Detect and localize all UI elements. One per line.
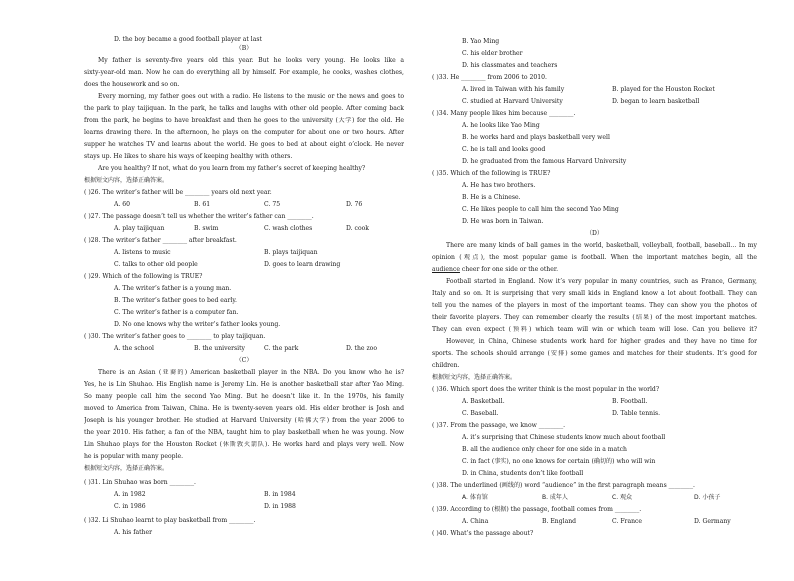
passage-d-line: opinion (观点), the most popular game is football. When the important matches begin, all the <box>432 254 757 261</box>
passage-b-line: learns drawing there. In the afternoon, he plays on the computer for about one or two hours. After <box>84 129 404 136</box>
q28-option-c: C. talks to other old people <box>114 261 198 268</box>
passage-b-line: does the housework and so on. <box>84 81 180 88</box>
q39-stem: ( )39. According to (根据) the passage, football comes from ________. <box>432 506 642 513</box>
q38-option-c: C. 观众 <box>612 494 633 501</box>
q26-option-a: A. 60 <box>114 201 131 208</box>
q29-option-a: A. The writer’s father is a young man. <box>114 285 232 292</box>
q33-option-b: B. played for the Houston Rocket <box>612 86 715 93</box>
q26-option-c: C. 75 <box>264 201 281 208</box>
q30-option-c: C. the park <box>264 345 299 352</box>
passage-c-line: There is an Asian (亚裔的) American basketball player in the NBA. Do you know who he is? <box>98 369 404 376</box>
q28-option-d: D. goes to learn drawing <box>264 261 341 268</box>
passage-d-line: tell you the names of the players in most of the important teams. They can show you the photos of <box>432 302 757 309</box>
q26-option-d: D. 76 <box>346 201 363 208</box>
passage-d-line: There are many kinds of ball games in the world, basketball, volleyball, football, baseball… In my <box>446 242 757 249</box>
passage-d-line: audience cheer for one side or the other. <box>432 266 559 273</box>
passage-c-line: moved to America from Taiwan, China. He is twenty-seven years old. His elder brother is Josh and <box>84 405 404 412</box>
q30-stem: ( )30. The writer’s father goes to ________ to play taijiquan. <box>84 333 266 340</box>
q27-option-a: A. play taijiquan <box>114 225 165 232</box>
q30-option-a: A. the school <box>114 345 154 352</box>
passage-c-line: the year 2010. His father, a fan of the NBA, taught him to play basketball when he was young. Now <box>84 429 404 436</box>
passage-c-line: Yes, he is Lin Shuhao. His English name is Jeremy Lin. He is another basketball star after Yao Ming. <box>84 381 404 388</box>
passage-d-line: However, in China, Chinese students work hard for higher grades and they have no time for <box>446 338 757 345</box>
q32-option-c: C. his elder brother <box>462 50 523 57</box>
passage-c-line: he is popular with many people. <box>84 453 184 460</box>
q29-stem: ( )29. Which of the following is TRUE? <box>84 273 203 280</box>
q31-stem: ( )31. Lin Shuhao was born ________. <box>84 479 196 486</box>
q34-stem: ( )34. Many people likes him because ________. <box>432 110 576 117</box>
q37-option-b: B. all the audience only cheer for one side in a match <box>462 446 627 453</box>
q31-option-b: B. in 1984 <box>264 491 296 498</box>
q33-option-d: D. began to learn basketball <box>612 98 700 105</box>
passage-d-label: （D） <box>585 230 604 237</box>
q27-option-b: B. swim <box>194 225 219 232</box>
q37-stem: ( )37. From the passage, we know ________. <box>432 422 566 429</box>
passage-d-line: their favorite players. They can remember clearly the results (结果) of the most important matches. <box>432 314 757 321</box>
passage-b-line: sixty-year-old man. Now he can do everything all by himself. For example, he cooks, washes clothes, <box>84 69 404 76</box>
q32-option-b: B. Yao Ming <box>462 38 500 45</box>
passage-d-line: They can even expect (预料) which team will win or which team will lose. Can you believe it? <box>432 326 757 333</box>
q29-option-b: B. The writer’s father goes to bed early. <box>114 297 237 304</box>
q34-option-d: D. he graduated from the famous Harvard University <box>462 158 627 165</box>
passage-c-line: So many people call him the second Yao Ming. But he doesn’t like it. In the 1970s, his family <box>84 393 404 400</box>
passage-d-line: Italy and so on. It is surprising that very small kids in England know a lot about football. They can <box>432 290 757 297</box>
q39-option-c: C. France <box>612 518 643 525</box>
q36-option-c: C. Baseball. <box>462 410 499 417</box>
q36-option-d: D. Table tennis. <box>612 410 661 417</box>
passage-b-line: My father is seventy-five years old this year. But he looks very young. He looks like a <box>98 57 404 64</box>
q35-option-b: B. He is a Chinese. <box>462 194 521 201</box>
passage-c-line: Lin Shuhao plays for the Houston Rocket (休斯敦火箭队). He works hard and plays very well. Now <box>84 441 404 448</box>
passage-b-line: Every morning, my father goes out with a radio. He listens to the music or the news and goes to <box>98 93 404 100</box>
q32-option-d: D. his classmates and teachers <box>462 62 558 69</box>
q34-option-a: A. he looks like Yao Ming <box>462 122 540 129</box>
q37-option-a: A. it’s surprising that Chinese students know much about football <box>462 434 666 441</box>
passage-c-line: Joseph is his younger brother. He studied at Harvard University (哈佛大学) from the year 2006 to <box>84 417 404 424</box>
q36-option-a: A. Basketball. <box>462 398 505 405</box>
passage-d-line: sports. The schools should arrange (安排) some games and matches for their students. It’s good for <box>432 350 757 357</box>
q26-option-b: B. 61 <box>194 201 211 208</box>
q26-stem: ( )26. The writer’s father will be ________ years old next year. <box>84 189 272 196</box>
passage-d-line: Football started in England. Now it’s very popular in many countries, such as France, Germany, <box>446 278 757 285</box>
passage-b-line: from the park, he begins to have breakfast and then he goes to the university (大学) for the old. He <box>84 117 404 124</box>
q32-option-a: A. his father <box>114 529 152 536</box>
q39-option-a: A. China <box>462 518 489 525</box>
passage-b-line: supper he watches TV and learns about the world. He goes to bed at about eight o’clock. He never <box>84 141 404 148</box>
q35-option-a: A. He has two brothers. <box>462 182 536 189</box>
q30-option-d: D. the zoo <box>346 345 378 352</box>
passage-d-line: children. <box>432 362 460 369</box>
instruction-b: 根据短文内容，选择正确答案。 <box>84 177 169 184</box>
q39-option-b: B. England <box>542 518 577 525</box>
underlined-word-audience: audience <box>432 266 460 273</box>
q32-stem: ( )32. Li Shuhao learnt to play basketball from ________. <box>84 517 256 524</box>
q40-stem: ( )40. What’s the passage about? <box>432 530 534 537</box>
q28-option-b: B. plays taijiquan <box>264 249 318 256</box>
q29-option-c: C. The writer’s father is a computer fan. <box>114 309 239 316</box>
q27-option-c: C. wash clothes <box>264 225 313 232</box>
q39-option-d: D. Germany <box>694 518 731 525</box>
q29-option-d: D. No one knows why the writer’s father looks young. <box>114 321 281 328</box>
passage-b-line: the park to play taijiquan. In the park, he talks and laughs with other old people. After coming back <box>84 105 404 112</box>
q34-option-b: B. he works hard and plays basketball very well <box>462 134 610 141</box>
q38-option-b: B. 成年人 <box>542 494 568 501</box>
q33-option-a: A. lived in Taiwan with his family <box>462 86 565 93</box>
q38-stem: ( )38. The underlined (画线的) word “audience” in the first paragraph means ________. <box>432 482 695 489</box>
q30-option-b: B. the university <box>194 345 245 352</box>
q33-option-c: C. studied at Harvard University <box>462 98 563 105</box>
q36-stem: ( )36. Which sport does the writer think is the most popular in the world? <box>432 386 660 393</box>
passage-b-line: Are you healthy? If not, what do you learn from my father’s secret of keeping healthy? <box>98 165 366 172</box>
q27-stem: ( )27. The passage doesn’t tell us whether the writer’s father can ________. <box>84 213 314 220</box>
instruction-d: 根据短文内容，选择正确答案。 <box>432 374 517 381</box>
q31-option-d: D. in 1988 <box>264 503 296 510</box>
q37-option-d: D. in China, students don’t like football <box>462 470 584 477</box>
q37-option-c: C. in fact (事实), no one knows for certain (确切的) who will win <box>462 458 656 465</box>
q35-stem: ( )35. Which of the following is TRUE? <box>432 170 551 177</box>
q35-option-d: D. He was born in Taiwan. <box>462 218 544 225</box>
passage-c-label: （C） <box>235 357 253 364</box>
instruction-c: 根据短文内容，选择正确答案。 <box>84 465 169 472</box>
q38-option-d: D. 小孩子 <box>694 494 721 501</box>
q34-option-c: C. he is tall and looks good <box>462 146 546 153</box>
q31-option-c: C. in 1986 <box>114 503 146 510</box>
q25-option-d: D. the boy became a good football player at last <box>114 36 262 43</box>
q28-option-a: A. listens to music <box>114 249 171 256</box>
passage-b-label: （B） <box>235 45 253 52</box>
passage-b-line: stays up. He likes to share his ways of keeping healthy with others. <box>84 153 293 160</box>
q27-option-d: D. cook <box>346 225 369 232</box>
q35-option-c: C. He likes people to call him the second Yao Ming <box>462 206 619 213</box>
q28-stem: ( )28. The writer’s father ________ after breakfast. <box>84 237 237 244</box>
q38-option-a: A. 体育馆 <box>462 494 488 501</box>
q33-stem: ( )33. He ________ from 2006 to 2010. <box>432 74 547 81</box>
q36-option-b: B. Football. <box>612 398 648 405</box>
q31-option-a: A. in 1982 <box>114 491 146 498</box>
